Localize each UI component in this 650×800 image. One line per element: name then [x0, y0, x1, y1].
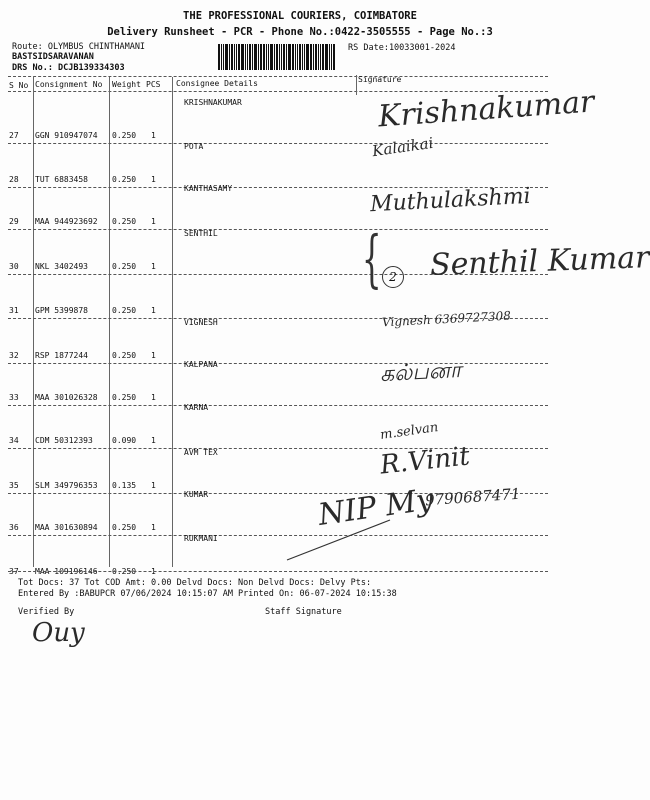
- row-signature: கல்பனா: [379, 357, 463, 388]
- row-consignee: RUKMANI: [184, 534, 218, 543]
- row-pcs: 1: [151, 217, 156, 226]
- row-pcs: 1: [151, 481, 156, 490]
- barcode-bar: [315, 44, 317, 70]
- row-separator: [8, 363, 548, 364]
- barcode-bar: [254, 44, 257, 70]
- row-consignment: RSP 1877244: [35, 351, 88, 360]
- col-weight: Weight: [112, 80, 141, 89]
- row-consignment: GPM 5399878: [35, 306, 88, 315]
- row-consignee: VIGNESH: [184, 318, 218, 327]
- row-consignee: KUMAR: [184, 490, 209, 499]
- barcode-bar: [333, 44, 335, 70]
- circled-note: 2: [382, 266, 404, 288]
- barcode-bar: [252, 44, 253, 70]
- row-signature: m.selvan: [379, 420, 440, 443]
- col-consignment: Consignment No: [35, 80, 103, 89]
- col-signature: Signature: [358, 75, 402, 84]
- row-consignee: POTA: [184, 142, 204, 151]
- row-pcs: 1: [151, 567, 156, 576]
- row-consignment: GGN 910947074: [35, 131, 98, 140]
- barcode-bar: [270, 44, 273, 70]
- row-weight: 0.250: [112, 393, 137, 402]
- verified-by-label: Verified By: [18, 607, 75, 617]
- barcode-bar: [234, 44, 235, 70]
- row-sno: 37: [9, 567, 19, 576]
- row-sno: 35: [9, 481, 19, 490]
- row-weight: 0.250: [112, 567, 137, 576]
- row-sno: 34: [9, 436, 19, 445]
- barcode-bar: [225, 44, 228, 70]
- row-signature: Senthil Kumar: [429, 240, 650, 283]
- barcode-bar: [292, 44, 294, 70]
- barcode-bar: [274, 44, 275, 70]
- row-consignee: KALPANA: [184, 360, 218, 369]
- barcode-bar: [268, 44, 269, 70]
- barcode-bar: [286, 44, 287, 70]
- header-rule-bottom: [8, 91, 548, 92]
- row-consignment: TUT 6883458: [35, 175, 88, 184]
- row-pcs: 1: [151, 436, 156, 445]
- barcode-bar: [304, 44, 305, 70]
- header-rule-top: [8, 76, 548, 77]
- col-consignee: Consignee Details: [176, 79, 258, 88]
- barcode-bar: [263, 44, 265, 70]
- drs-number: DRS No.: DCJB139334303: [12, 63, 125, 73]
- row-pcs: 1: [151, 262, 156, 271]
- barcode-bar: [245, 44, 246, 70]
- barcode-bar: [331, 44, 332, 70]
- barcode-bar: [281, 44, 282, 70]
- barcode-bar: [229, 44, 230, 70]
- barcode-image: [218, 44, 340, 70]
- barcode-bar: [231, 44, 233, 70]
- barcode-bar: [295, 44, 296, 70]
- barcode-bar: [247, 44, 248, 70]
- row-signature: Kalaikai: [371, 133, 435, 161]
- barcode-bar: [266, 44, 267, 70]
- barcode-bar: [221, 44, 222, 70]
- barcode-bar: [297, 44, 298, 70]
- row-separator: [8, 143, 548, 144]
- row-separator: [8, 229, 548, 230]
- barcode-bar: [283, 44, 285, 70]
- row-consignment: MAA 301630894: [35, 523, 98, 532]
- col-pcs: PCS: [146, 80, 161, 89]
- row-sno: 36: [9, 523, 19, 532]
- row-weight: 0.250: [112, 217, 137, 226]
- runsheet-subtitle: Delivery Runsheet - PCR - Phone No.:0422-3505555 - Page No.:3: [107, 26, 493, 38]
- row-weight: 0.090: [112, 436, 137, 445]
- barcode-bar: [249, 44, 251, 70]
- row-consignment: CDM 50312393: [35, 436, 93, 445]
- row-sno: 31: [9, 306, 19, 315]
- barcode-bar: [299, 44, 301, 70]
- row-consignee: KARNA: [184, 403, 209, 412]
- barcode-bar: [302, 44, 303, 70]
- totals-line: Tot Docs: 37 Tot COD Amt: 0.00 Delvd Docs: Non Delvd Docs: Delvy Pts:: [18, 578, 372, 588]
- barcode-bar: [223, 44, 224, 70]
- row-signature: Vignesh 6369727308: [381, 308, 512, 330]
- row-sno: 29: [9, 217, 19, 226]
- row-weight: 0.250: [112, 131, 137, 140]
- company-title: THE PROFESSIONAL COURIERS, COIMBATORE: [183, 10, 417, 22]
- row-pcs: 1: [151, 523, 156, 532]
- verified-signature: Ouy: [32, 618, 85, 648]
- row-weight: 0.250: [112, 523, 137, 532]
- row-weight: 0.250: [112, 175, 137, 184]
- barcode-bar: [276, 44, 278, 70]
- barcode-bar: [322, 44, 324, 70]
- barcode-bar: [313, 44, 314, 70]
- row-consignment: MAA 944923692: [35, 217, 98, 226]
- barcode-bar: [260, 44, 262, 70]
- barcode-bar: [258, 44, 259, 70]
- barcode-bar: [325, 44, 328, 70]
- row-sno: 30: [9, 262, 19, 271]
- barcode-bar: [306, 44, 309, 70]
- row-consignment: SLM 349796353: [35, 481, 98, 490]
- row-weight: 0.250: [112, 306, 137, 315]
- barcode-bar: [236, 44, 237, 70]
- row-signature: R.Vinit: [378, 441, 472, 481]
- row-weight: 0.250: [112, 262, 137, 271]
- barcode-bar: [218, 44, 220, 70]
- row-sno: 32: [9, 351, 19, 360]
- row-separator: [8, 535, 548, 536]
- row-consignment: NKL 3402493: [35, 262, 88, 271]
- row-pcs: 1: [151, 351, 156, 360]
- route-label: Route: OLYMBUS CHINTHAMANI: [12, 42, 146, 52]
- row-consignment: MAA 301026328: [35, 393, 98, 402]
- row-weight: 0.135: [112, 481, 137, 490]
- row-sno: 28: [9, 175, 19, 184]
- row-consignee: AVM TEX: [184, 448, 218, 457]
- barcode-bar: [279, 44, 280, 70]
- barcode-bar: [320, 44, 321, 70]
- row-consignment: MAA 109196146: [35, 567, 98, 576]
- row-sno: 33: [9, 393, 19, 402]
- col-sno: S No: [9, 81, 29, 90]
- barcode-bar: [329, 44, 330, 70]
- barcode-bar: [241, 44, 244, 70]
- barcode-bar: [310, 44, 312, 70]
- barcode-bar: [318, 44, 319, 70]
- barcode-bar: [238, 44, 240, 70]
- barcode-bar: [288, 44, 291, 70]
- staff-name: BASTSIDSARAVANAN: [12, 52, 94, 62]
- rs-date: RS Date:10033001-2024: [348, 43, 456, 53]
- row-pcs: 1: [151, 175, 156, 184]
- entered-by-line: Entered By :BABUPCR 07/06/2024 10:15:07 AM Printed On: 06-07-2024 10:15:38: [18, 589, 397, 599]
- overlay-signature: NIP My: [316, 482, 436, 533]
- row-consignee: KRISHNAKUMAR: [184, 98, 242, 107]
- row-pcs: 1: [151, 306, 156, 315]
- row-consignee: KANTHASAMY: [184, 184, 233, 193]
- row-weight: 0.250: [112, 351, 137, 360]
- row-consignee: SENTHIL: [184, 229, 218, 238]
- row-signature: Krishnakumar: [377, 84, 596, 135]
- staff-signature-label: Staff Signature: [265, 607, 342, 617]
- row-signature: Muthulakshmi: [369, 183, 532, 218]
- footer-rule: [8, 571, 548, 572]
- row-separator: [8, 405, 548, 406]
- brace-mark: {: [361, 222, 382, 295]
- row-sno: 27: [9, 131, 19, 140]
- row-signature: 9790687471: [424, 484, 521, 510]
- row-pcs: 1: [151, 131, 156, 140]
- col-divider: [356, 75, 357, 95]
- row-pcs: 1: [151, 393, 156, 402]
- stroke-line: [285, 515, 395, 565]
